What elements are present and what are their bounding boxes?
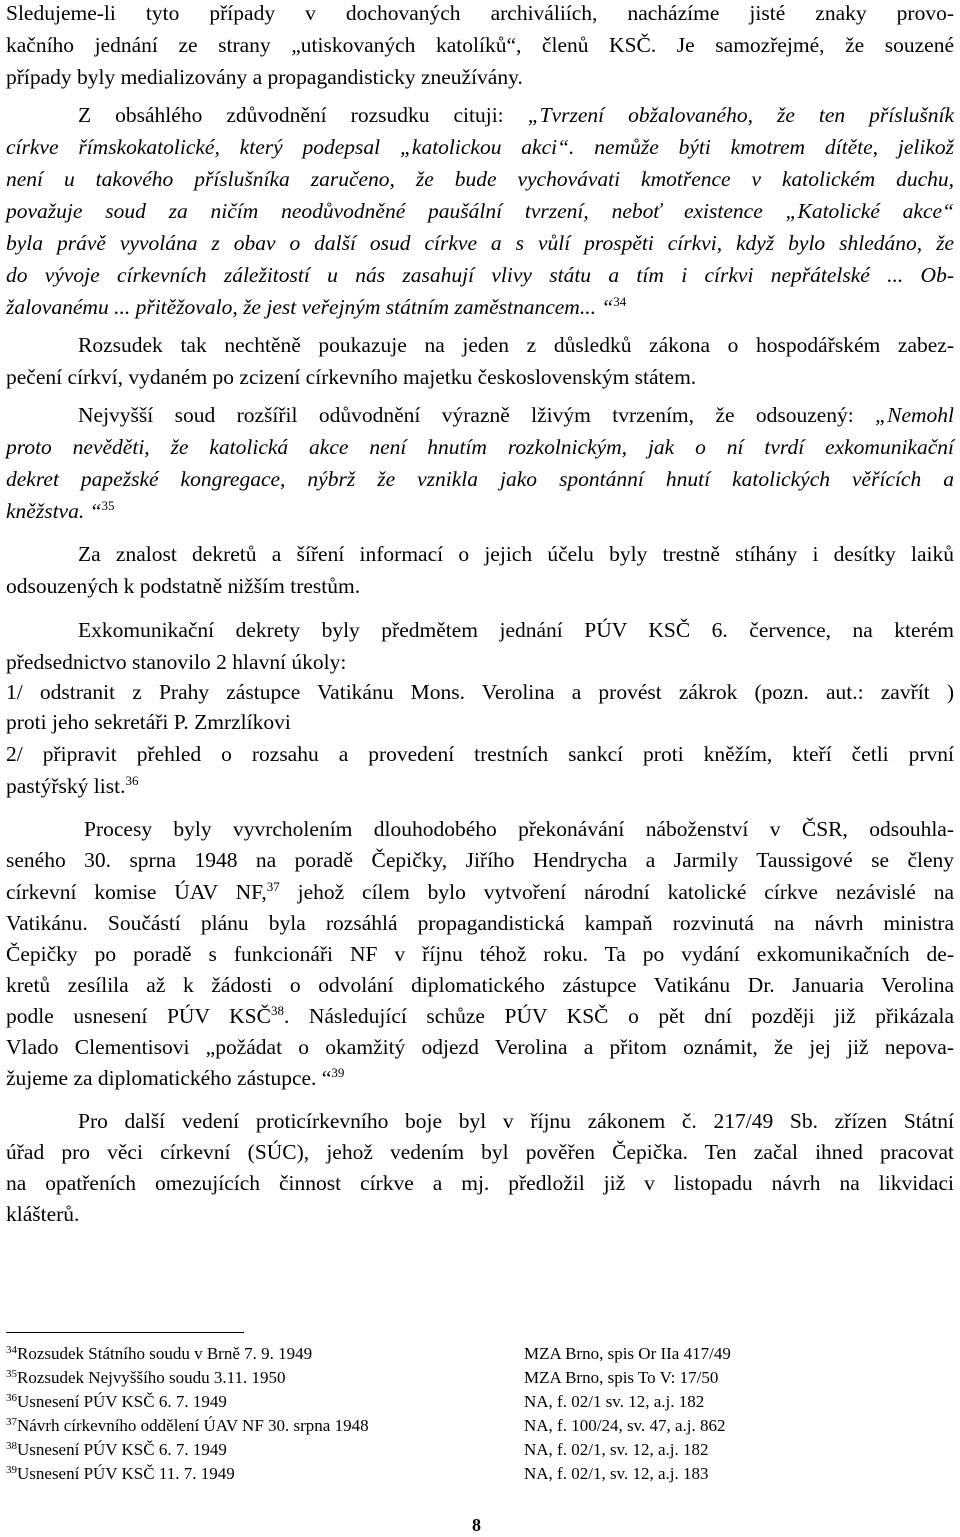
- body-line: Sledujeme-li tyto případy v dochovaných archiváliích, nacházíme jisté znaky provo-: [6, 1, 954, 25]
- body-line: Exkomunikační dekrety byly předmětem jednání PÚV KSČ 6. července, na kterém: [78, 618, 954, 642]
- list-item-cont: [6, 770, 954, 802]
- footnote-text: Rozsudek Státního soudu v Brně 7. 9. 1949: [17, 1344, 313, 1363]
- body-text: podle usnesení PÚV KSČ: [6, 1004, 271, 1028]
- body-line: klášterů.: [6, 1202, 80, 1226]
- footnote-text: Rozsudek Nejvyššího soudu 3.11. 1950: [17, 1368, 286, 1387]
- footnote: [6, 1414, 726, 1438]
- footnote-source: NA, f. 100/24, sv. 47, a.j. 862: [524, 1416, 726, 1435]
- quote-line: církve římskokatolické, který podepsal „katolickou akci“. nemůže býti kmotrem dítěte, jelikož: [6, 135, 954, 159]
- footnote-number: 38: [6, 1440, 17, 1452]
- quote-line: proto nevěděti, že katolická akce není hnutím rozkolnickým, jak o ní tvrdí exkomunikační: [6, 435, 954, 459]
- footnote-source: MZA Brno, spis Or IIa 417/49: [524, 1344, 731, 1363]
- footnote: [6, 1342, 731, 1366]
- footnote-ref[interactable]: 35: [101, 498, 115, 513]
- footnote-text: Návrh církevního oddělení ÚAV NF 30. srpna 1948: [17, 1416, 369, 1435]
- body-line: Vatikánu. Součástí plánu byla rozsáhlá propagandistická kampaň rozvinutá na návrh ministra: [6, 911, 954, 935]
- body-line: Za znalost dekretů a šíření informací o jejich účelu byly trestně stíhány i desítky laiků: [78, 542, 954, 566]
- quote-line: není u takového příslušníka zaručeno, že bude vychovávati kmotřence v katolickém duchu,: [6, 167, 954, 191]
- quote-text: „Tvrzení obžalovaného, že ten příslušník: [527, 103, 954, 127]
- footnote-number: 37: [6, 1416, 17, 1428]
- footnote: [6, 1390, 705, 1414]
- body-line: případy byly medializovány a propagandisticky zneužívány.: [6, 65, 523, 89]
- body-text: pastýřský list.: [6, 774, 126, 798]
- footnote-ref[interactable]: 34: [613, 294, 627, 309]
- body-line: [6, 1062, 954, 1094]
- footnote-source: NA, f. 02/1 sv. 12, a.j. 182: [524, 1392, 705, 1411]
- quote-line: byla právě vyvolána z obav o další osud církve a s vůlí prospěti církvi, když bylo shledáno, že: [6, 231, 954, 255]
- body-text: Nejvyšší soud rozšířil odůvodnění výrazně lživým tvrzením, že odsouzený:: [78, 403, 876, 427]
- footnote-number: 36: [6, 1392, 17, 1404]
- quote-line: do vývoje církevních záležitostí u nás zasahují vlivy státu a tím i církvi nepřátelské ... Ob-: [6, 263, 954, 287]
- quote-line: [6, 495, 954, 527]
- body-line: seného 30. sprna 1948 na poradě Čepičky, Jiřího Hendrycha a Jarmily Taussigové se členy: [6, 848, 954, 872]
- body-line: kačního jednání ze strany „utiskovaných katolíků“, členů KSČ. Je samozřejmé, že souzené: [6, 33, 954, 57]
- body-text: jehož cílem bylo vytvoření národní katolické církve nezávislé na: [279, 880, 954, 904]
- body-text: . Následující schůze PÚV KSČ o pět dní později již přikázala: [283, 1004, 954, 1028]
- footnote-ref[interactable]: 38: [270, 1003, 284, 1018]
- body-line: [78, 99, 954, 131]
- footnote: [6, 1462, 709, 1486]
- footnote-ref[interactable]: 39: [331, 1065, 345, 1080]
- footnote-number: 35: [6, 1368, 17, 1380]
- body-line: Rozsudek tak nechtěně poukazuje na jeden z důsledků zákona o hospodářském zabez-: [78, 333, 954, 357]
- list-item: 2/ připravit přehled o rozsahu a provedení trestních sankcí proti kněžím, kteří četli první: [6, 742, 954, 766]
- body-line: kretů zesílila až k žádosti o odvolání diplomatického zástupce Vatikánu Dr. Januaria Verolina: [6, 973, 954, 997]
- footnote: [6, 1438, 709, 1462]
- footnote-number: 34: [6, 1344, 17, 1356]
- footnote-text: Usnesení PÚV KSČ 6. 7. 1949: [17, 1440, 227, 1459]
- body-line: předsednictvo stanovilo 2 hlavní úkoly:: [6, 650, 347, 674]
- quote-line: dekret papežské kongregace, nýbrž že vznikla jako spontánní hnutí katolických věřících a: [6, 467, 954, 491]
- quote-line: považuje soud za ničím neodůvodněné paušální tvrzení, neboť existence „Katolické akce“: [6, 199, 954, 223]
- footnote-text: Usnesení PÚV KSČ 6. 7. 1949: [17, 1392, 227, 1411]
- footnote-source: MZA Brno, spis To V: 17/50: [524, 1368, 719, 1387]
- quote-line: [6, 291, 954, 323]
- body-line: úřad pro věci církevní (SÚC), jehož vedením byl pověřen Čepička. Ten začal ihned pracovat: [6, 1140, 954, 1164]
- body-text: Z obsáhlého zdůvodnění rozsudku cituji:: [78, 103, 528, 127]
- footnote: [6, 1366, 719, 1390]
- body-line: Čepičky po poradě s funkcionáři NF v říjnu téhož roku. Ta po vydání exkomunikačních de-: [6, 942, 954, 966]
- list-item-cont: proti jeho sekretáři P. Zmrzlíkovi: [6, 710, 291, 734]
- body-text: žujeme za diplomatického zástupce. “: [6, 1066, 332, 1090]
- quote-text: kněžstva. “: [6, 499, 102, 523]
- body-line: Procesy byly vyvrcholením dlouhodobého překonávání náboženství v ČSR, odsouhla-: [84, 817, 954, 841]
- footnote-text: Usnesení PÚV KSČ 11. 7. 1949: [17, 1464, 235, 1483]
- footnote-source: NA, f. 02/1, sv. 12, a.j. 183: [524, 1464, 709, 1483]
- body-line: [78, 399, 954, 431]
- quote-text: žalovanému ... přitěžovalo, že jest veřejným státním zaměstnancem... “: [6, 295, 614, 319]
- body-line: [6, 876, 954, 908]
- body-line: Pro další vedení proticírkevního boje byl v říjnu zákonem č. 217/49 Sb. zřízen Státní: [78, 1109, 954, 1133]
- page-number: 8: [472, 1515, 481, 1535]
- body-text: církevní komise ÚAV NF,: [6, 880, 267, 904]
- footnote-ref[interactable]: 36: [125, 773, 139, 788]
- body-line: pečení církví, vydaném po zcizení církevního majetku československým státem.: [6, 365, 697, 389]
- body-line: odsouzených k podstatně nižším trestům.: [6, 574, 361, 598]
- footnote-source: NA, f. 02/1, sv. 12, a.j. 182: [524, 1440, 709, 1459]
- footnote-ref[interactable]: 37: [266, 879, 280, 894]
- footnote-number: 39: [6, 1464, 17, 1476]
- quote-text: „Nemohl: [875, 403, 954, 427]
- body-line: na opatřeních omezujících činnost církve a mj. předložil již v listopadu návrh na likvidaci: [6, 1171, 954, 1195]
- list-item: 1/ odstranit z Prahy zástupce Vatikánu Mons. Verolina a provést zákrok (pozn. aut.: zavřít ): [6, 680, 954, 704]
- body-line: [6, 1000, 954, 1032]
- footnote-divider: [6, 1332, 244, 1333]
- body-line: Vlado Clementisovi „požádat o okamžitý odjezd Verolina a přitom oznámit, že jej již nepova-: [6, 1035, 954, 1059]
